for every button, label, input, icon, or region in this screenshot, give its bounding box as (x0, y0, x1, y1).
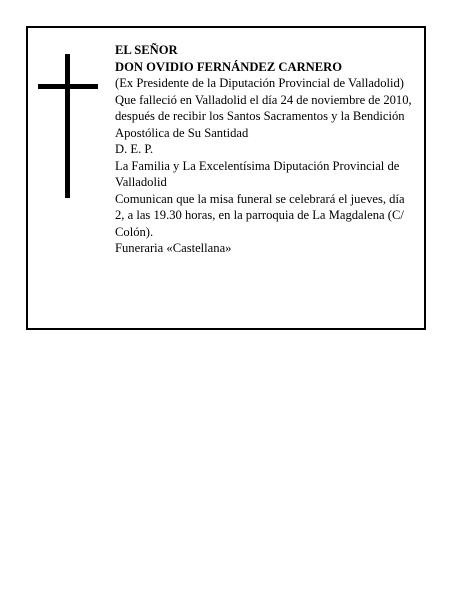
funeral-home: Funeraria «Castellana» (115, 241, 232, 255)
obituary-notice (26, 26, 426, 330)
death-announcement: Que falleció en Valladolid el día 24 de noviembre de 2010, después de recibir los Santos Sacramentos y la Bendición Apostólica de Su Santidad (115, 92, 412, 140)
notice-heading: EL SEÑOR (115, 43, 178, 57)
cross-horizontal-bar (38, 84, 98, 89)
family-line: La Familia y La Excelentísima Diputación Provincial de Valladolid (115, 158, 400, 189)
cross-icon (38, 54, 98, 198)
deceased-position: (Ex Presidente de la Diputación Provincial de Valladolid) (115, 76, 404, 90)
notice-text (115, 42, 415, 257)
rip-text: D. E. P. (115, 142, 154, 156)
deceased-name: DON OVIDIO FERNÁNDEZ CARNERO (115, 59, 343, 74)
cross-vertical-bar (65, 54, 70, 198)
mass-announcement: Comunican que la misa funeral se celebrará el jueves, día 2, a las 19.30 horas, en la parroquia de La Magdalena (C/ Colón). (115, 191, 405, 239)
